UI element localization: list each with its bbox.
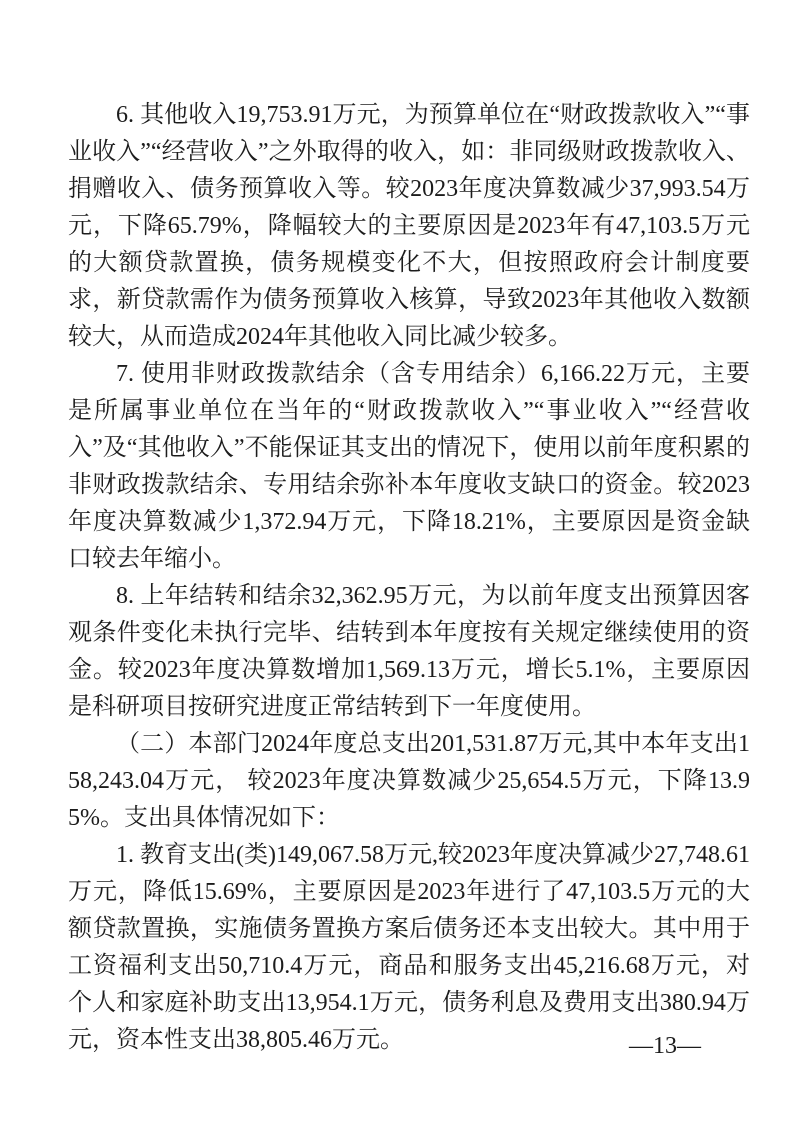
paragraph-prior-year-carryover: 8. 上年结转和结余32,362.95万元，为以前年度支出预算因客观条件变化未执行完毕、结转到本年度按有关规定继续使用的资金。较2023年度决算数增加1,569.13万元，增长5.1%，主要原因是科研项目按研究进度正常结转到下一年度使用。	[68, 583, 750, 720]
paragraph-section-two-total-expenditure: （二）本部门2024年度总支出201,531.87万元,其中本年支出158,243.04万元， 较2023年度决算数减少25,654.5万元，下降13.95%。支出具体情况如下：	[68, 731, 750, 831]
page-number: —13—	[629, 1033, 701, 1059]
paragraph-education-expenditure: 1. 教育支出(类)149,067.58万元,较2023年度决算减少27,748.61万元，降低15.69%，主要原因是2023年进行了47,103.5万元的大额贷款置换，实施债务置换方案后债务还本支出较大。其中用于工资福利支出50,710.4万元，商品和服务支出45,216.68万元，对个人和家庭补助支出13,954.1万元，债务利息及费用支出380.94万元，资本性支出38,805.46万元。	[68, 842, 750, 1053]
paragraph-non-fiscal-appropriation-balance: 7. 使用非财政拨款结余（含专用结余）6,166.22万元，主要是所属事业单位在当年的“财政拨款收入”“事业收入”“经营收入”及“其他收入”不能保证其支出的情况下，使用以前年度积累的非财政拨款结余、专用结余弥补本年度收支缺口的资金。较2023年度决算数减少1,372.94万元，下降18.21%，主要原因是资金缺口较去年缩小。	[68, 361, 750, 572]
paragraph-other-income: 6. 其他收入19,753.91万元，为预算单位在“财政拨款收入”“事业收入”“经营收入”之外取得的收入，如：非同级财政拨款收入、捐赠收入、债务预算收入等。较2023年度决算数减少37,993.54万元，下降65.79%，降幅较大的主要原因是2023年有47,103.5万元的大额贷款置换，债务规模变化不大，但按照政府会计制度要求，新贷款需作为债务预算收入核算，导致2023年其他收入数额较大，从而造成2024年其他收入同比减少较多。	[68, 102, 750, 350]
document-body	[68, 97, 750, 1059]
